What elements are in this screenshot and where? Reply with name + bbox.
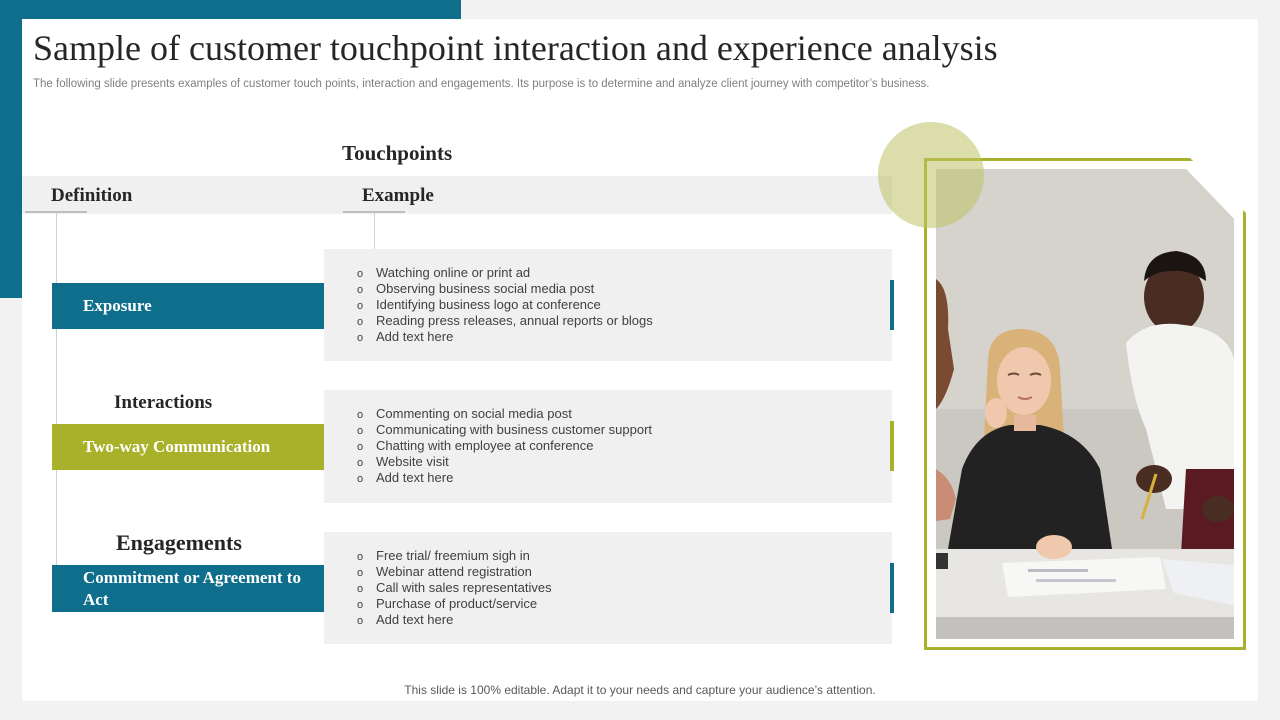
list-item: o Chatting with employee at conference [357,438,594,453]
bullet-icon: o [357,457,364,469]
bullet-icon: o [357,425,364,437]
bullet-icon: o [357,409,364,421]
slide-subtitle: The following slide presents examples of customer touch points, interaction and engagements. Its purpose is to determine and analyze client journey with competitor’s business. [33,78,930,90]
list-item: o Identifying business logo at conference [357,297,601,312]
two-way-communication-label-text: Two-way Communication [83,437,271,456]
list-item: o Add text here [357,470,454,485]
touchpoints-heading: Touchpoints [342,141,453,165]
bullet-icon: o [357,332,364,344]
bullet-icon: o [357,284,364,296]
bullet-icon: o [357,567,364,579]
footer-note: This slide is 100% editable. Adapt it to your needs and capture your audience’s attention. [404,683,876,697]
category-engagements: Engagements [116,530,242,555]
slide-title: Sample of customer touchpoint interaction and experience analysis [33,28,998,68]
commitment-label [52,565,324,612]
bullet-icon: o [357,615,364,627]
commitment-examples-list [324,532,892,628]
list-item: o Observing business social media post [357,281,595,296]
bullet-icon: o [357,551,364,563]
bullet-icon: o [357,441,364,453]
exposure-label-text: Exposure [83,296,152,315]
list-item: o Reading press releases, annual reports or blogs [357,313,653,328]
two-way-communication-accent-bar [890,421,894,471]
example-heading: Example [362,185,434,206]
bullet-icon: o [357,473,364,485]
list-item: o Watching online or print ad [357,265,531,280]
category-interactions: Interactions [114,392,213,413]
two-way-communication-examples-list [324,390,892,486]
exposure-examples-box [324,249,892,361]
list-item: o Add text here [357,329,454,344]
list-item: o Commenting on social media post [357,406,572,421]
header-band [22,176,892,214]
list-item: o Add text here [357,612,454,627]
list-item: o Website visit [357,454,449,469]
decorative-circle [878,122,984,228]
exposure-examples-list [324,249,892,345]
office-team-photo-illustration [936,169,1234,639]
example-connector-line [374,213,375,249]
list-item: o Communicating with business customer support [357,422,653,437]
list-item: o Free trial/ freemium sigh in [357,548,530,563]
two-way-communication-examples-box [324,390,892,503]
commitment-examples-box [324,532,892,644]
definition-connector-line [56,213,57,583]
bullet-icon: o [357,599,364,611]
commitment-label-text: Commitment or Agreement to Act [83,567,301,609]
definition-heading: Definition [51,185,133,206]
list-item: o Webinar attend registration [357,564,532,579]
bullet-icon: o [357,268,364,280]
exposure-label [52,283,324,329]
bullet-icon: o [357,300,364,312]
commitment-accent-bar [890,563,894,613]
list-item: o Call with sales representatives [357,580,552,595]
slide [22,19,1258,701]
two-way-communication-label [52,424,324,470]
list-item: o Purchase of product/service [357,596,538,611]
bullet-icon: o [357,583,364,595]
bullet-icon: o [357,316,364,328]
office-team-photo [936,169,1234,639]
exposure-accent-bar [890,280,894,330]
